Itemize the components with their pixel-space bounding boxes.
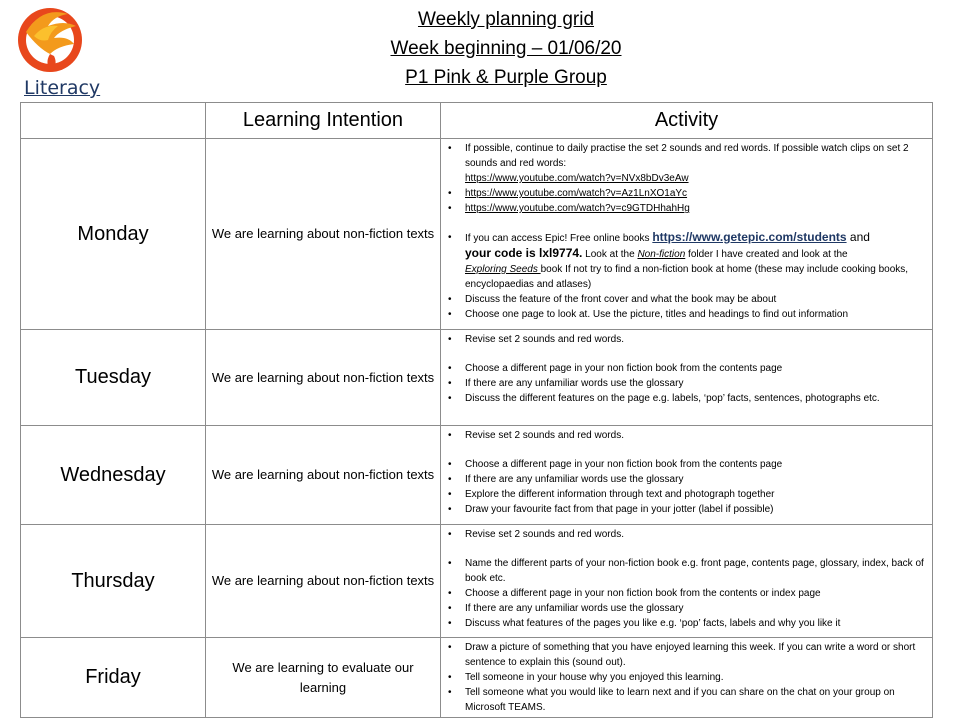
title-line-1: Weekly planning grid	[417, 9, 595, 30]
planning-grid	[20, 102, 933, 718]
epic-link[interactable]: https://www.getepic.com/students	[652, 230, 847, 244]
day-label: Monday	[21, 139, 206, 330]
learning-intention: We are learning about non-fiction texts	[206, 426, 441, 525]
list-item: • Choose one page to look at. Use the picture, titles and headings to find out information	[465, 307, 926, 322]
list-item	[465, 201, 926, 216]
day-label: Wednesday	[21, 426, 206, 525]
activity-cell	[441, 139, 933, 330]
activity-cell	[441, 638, 933, 718]
title-line-2: Week beginning – 01/06/20	[390, 38, 622, 59]
friday-row	[21, 638, 933, 718]
list-item: • Revise set 2 sounds and red words.	[465, 332, 926, 347]
day-label: Thursday	[21, 525, 206, 638]
list-item: • If possible, continue to daily practise the set 2 sounds and red words. If possible watch clips on set 2 sounds and red words: https://www.youtube.com/watch?v=NVx8bDv3eAw	[465, 141, 926, 186]
day-label: Tuesday	[21, 330, 206, 426]
list-item: • Discuss the different features on the page e.g. labels, ‘pop’ facts, sentences, photographs etc.	[465, 391, 926, 406]
list-item: • Tell someone in your house why you enjoyed this learning.	[465, 670, 926, 685]
learning-intention-header: Learning Intention	[206, 103, 441, 139]
activity-cell	[441, 330, 933, 426]
list-item: • If there are any unfamiliar words use the glossary	[465, 472, 926, 487]
list-item: • Revise set 2 sounds and red words.	[465, 527, 926, 542]
day-label: Friday	[21, 638, 206, 718]
activity-list	[449, 527, 926, 631]
epic-code: your code is lxl9774.	[465, 246, 583, 260]
list-item: • If you can access Epic! Free online books https://www.getepic.com/students and your code is lxl9774. Look at the Non-fiction folder I have created and look at the Exploring Seeds book If not try to find a non-fiction book at home (these may include cooking books, encyclopaedias and atlases)	[465, 230, 926, 292]
list-item	[465, 186, 926, 201]
phoenix-logo-icon	[14, 2, 104, 82]
list-item: • If there are any unfamiliar words use the glossary	[465, 601, 926, 616]
activity-list	[449, 332, 926, 406]
list-item: • Tell someone what you would like to learn next and if you can share on the chat on your group on Microsoft TEAMS.	[465, 685, 926, 715]
department-label: Literacy	[24, 77, 101, 99]
page-title	[330, 5, 682, 92]
header-row	[21, 103, 933, 139]
wednesday-row	[21, 426, 933, 525]
video-link[interactable]: https://www.youtube.com/watch?v=Az1LnXO1aYc	[465, 188, 688, 199]
activity-cell	[441, 426, 933, 525]
activity-list	[449, 640, 926, 715]
monday-row	[21, 139, 933, 330]
learning-intention: We are learning to evaluate our learning	[206, 638, 441, 718]
list-item: • Choose a different page in your non fiction book from the contents or index page	[465, 586, 926, 601]
activity-list	[449, 141, 926, 322]
learning-intention: We are learning about non-fiction texts	[206, 139, 441, 330]
list-item: • Choose a different page in your non fiction book from the contents page	[465, 361, 926, 376]
list-item: • Revise set 2 sounds and red words.	[465, 428, 926, 443]
video-link[interactable]: https://www.youtube.com/watch?v=NVx8bDv3eAw	[465, 173, 689, 184]
thursday-row	[21, 525, 933, 638]
activity-list	[449, 428, 926, 517]
header-blank-cell	[21, 103, 206, 139]
title-line-3: P1 Pink & Purple Group	[405, 67, 607, 88]
list-item: • If there are any unfamiliar words use the glossary	[465, 376, 926, 391]
list-item: • Draw your favourite fact from that page in your jotter (label if possible)	[465, 502, 926, 517]
list-item: • Discuss the feature of the front cover and what the book may be about	[465, 292, 926, 307]
list-item: • Name the different parts of your non-fiction book e.g. front page, contents page, glossary, index, back of book etc.	[465, 556, 926, 586]
activity-header: Activity	[441, 103, 933, 139]
list-item: • Draw a picture of something that you have enjoyed learning this week. If you can write a word or short sentence to explain this (sound out).	[465, 640, 926, 670]
activity-cell	[441, 525, 933, 638]
tuesday-row	[21, 330, 933, 426]
learning-intention: We are learning about non-fiction texts	[206, 330, 441, 426]
list-item: • Explore the different information through text and photograph together	[465, 487, 926, 502]
learning-intention: We are learning about non-fiction texts	[206, 525, 441, 638]
list-item: • Choose a different page in your non fiction book from the contents page	[465, 457, 926, 472]
video-link[interactable]: https://www.youtube.com/watch?v=c9GTDHhahHg	[465, 203, 690, 214]
list-item: • Discuss what features of the pages you like e.g. ‘pop’ facts, labels and why you like it	[465, 616, 926, 631]
